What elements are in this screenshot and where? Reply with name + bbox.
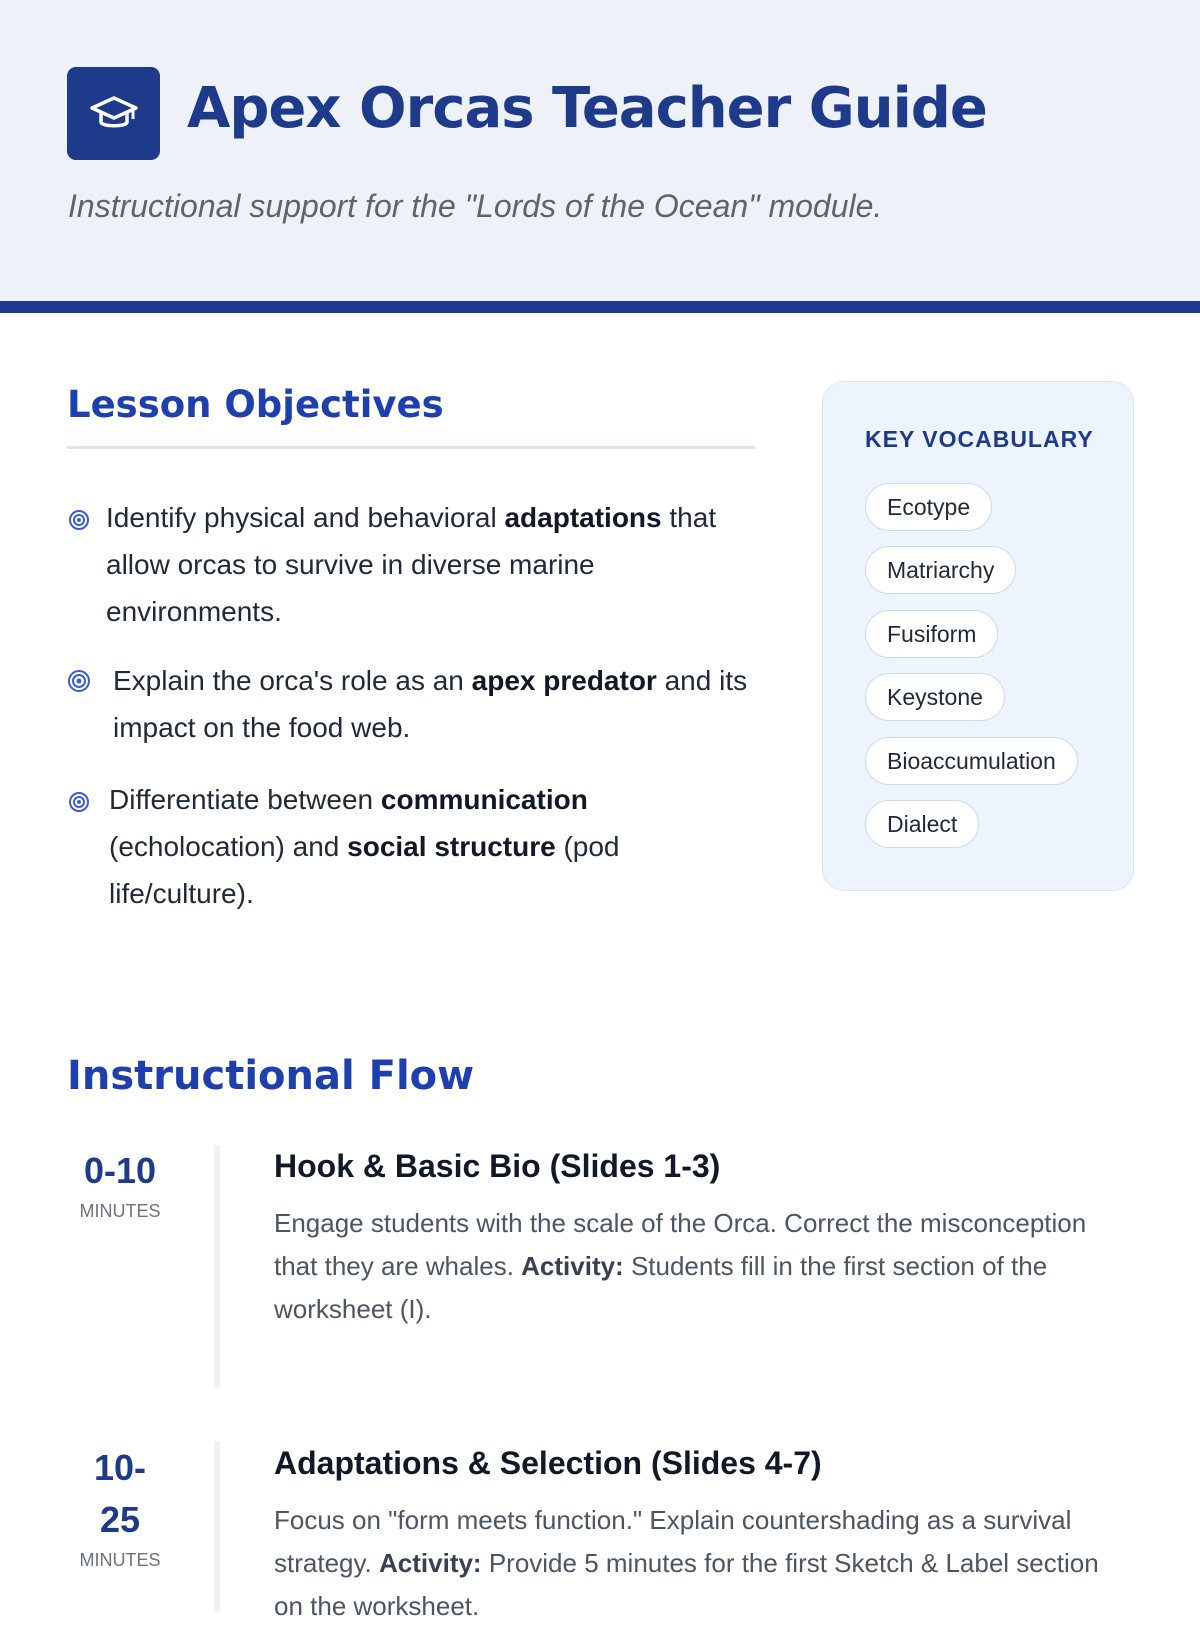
text-segment: Provide 5 minutes for the first Sketch & Label section on the worksheet. <box>274 1548 1099 1621</box>
time-unit: MINUTES <box>79 1550 161 1570</box>
vocabulary-heading: KEY VOCABULARY <box>865 426 1094 452</box>
text-segment: (echolocation) and <box>109 831 348 862</box>
step-description <box>274 1202 1134 1331</box>
text-segment: Engage students with the scale of the Orca. Correct the misconception that they are whales. <box>274 1208 1087 1281</box>
emphasis-term: Activity: <box>521 1251 624 1281</box>
objective-item <box>67 494 767 635</box>
objectives-divider <box>67 446 755 449</box>
text-segment: Identify physical and behavioral <box>106 502 505 533</box>
objective-text <box>109 776 709 917</box>
step-time <box>60 1145 180 1225</box>
target-bullet-icon <box>67 508 91 532</box>
text-segment: Students fill in the first section of the worksheet (I). <box>274 1251 1048 1324</box>
page-title: Apex Orcas Teacher Guide <box>187 76 987 141</box>
objective-item <box>67 776 767 917</box>
time-unit: MINUTES <box>79 1201 161 1221</box>
step-description <box>274 1499 1134 1628</box>
step-time <box>60 1442 180 1574</box>
text-segment: that allow orcas to survive in diverse marine environments. <box>106 502 717 627</box>
text-segment: and its impact on the food web. <box>113 665 748 743</box>
vocab-chip[interactable]: Fusiform <box>865 610 998 658</box>
emphasis-term: adaptations <box>504 502 662 533</box>
objectives-heading: Lesson Objectives <box>67 383 444 426</box>
timeline-line <box>214 1145 220 1387</box>
time-range: 0-10 <box>83 1150 157 1191</box>
flow-heading: Instructional Flow <box>67 1053 475 1099</box>
vocab-chip[interactable]: Dialect <box>865 800 979 848</box>
text-segment: Focus on "form meets function." Explain countershading as a survival strategy. <box>274 1505 1072 1578</box>
emphasis-term: social structure <box>347 831 556 862</box>
step-title: Adaptations & Selection (Slides 4-7) <box>274 1445 822 1481</box>
objective-text <box>113 657 753 751</box>
emphasis-term: Activity: <box>379 1548 482 1578</box>
timeline-line <box>214 1441 220 1611</box>
text-segment: Differentiate between <box>109 784 381 815</box>
page-header <box>0 0 1200 313</box>
target-bullet-icon <box>67 790 91 814</box>
time-range: 10- <box>93 1447 147 1488</box>
graduation-cap-icon-svg <box>90 94 138 134</box>
vocab-chip[interactable]: Keystone <box>865 673 1005 721</box>
text-segment: (pod life/culture). <box>109 831 620 909</box>
text-segment: Explain the orca's role as an <box>113 665 472 696</box>
vocab-chip[interactable]: Matriarchy <box>865 546 1016 594</box>
objective-text <box>106 494 756 635</box>
key-vocabulary-card <box>822 381 1134 891</box>
target-bullet-icon <box>67 669 91 693</box>
vocab-chip[interactable]: Bioaccumulation <box>865 737 1078 785</box>
objective-item <box>67 657 767 751</box>
emphasis-term: apex predator <box>471 665 657 696</box>
page-subtitle: Instructional support for the "Lords of the Ocean" module. <box>68 188 883 224</box>
emphasis-term: communication <box>380 784 588 815</box>
time-range: 25 <box>99 1499 141 1540</box>
vocab-chip[interactable]: Ecotype <box>865 483 992 531</box>
step-title: Hook & Basic Bio (Slides 1-3) <box>274 1148 721 1184</box>
graduation-cap-icon <box>67 67 160 160</box>
